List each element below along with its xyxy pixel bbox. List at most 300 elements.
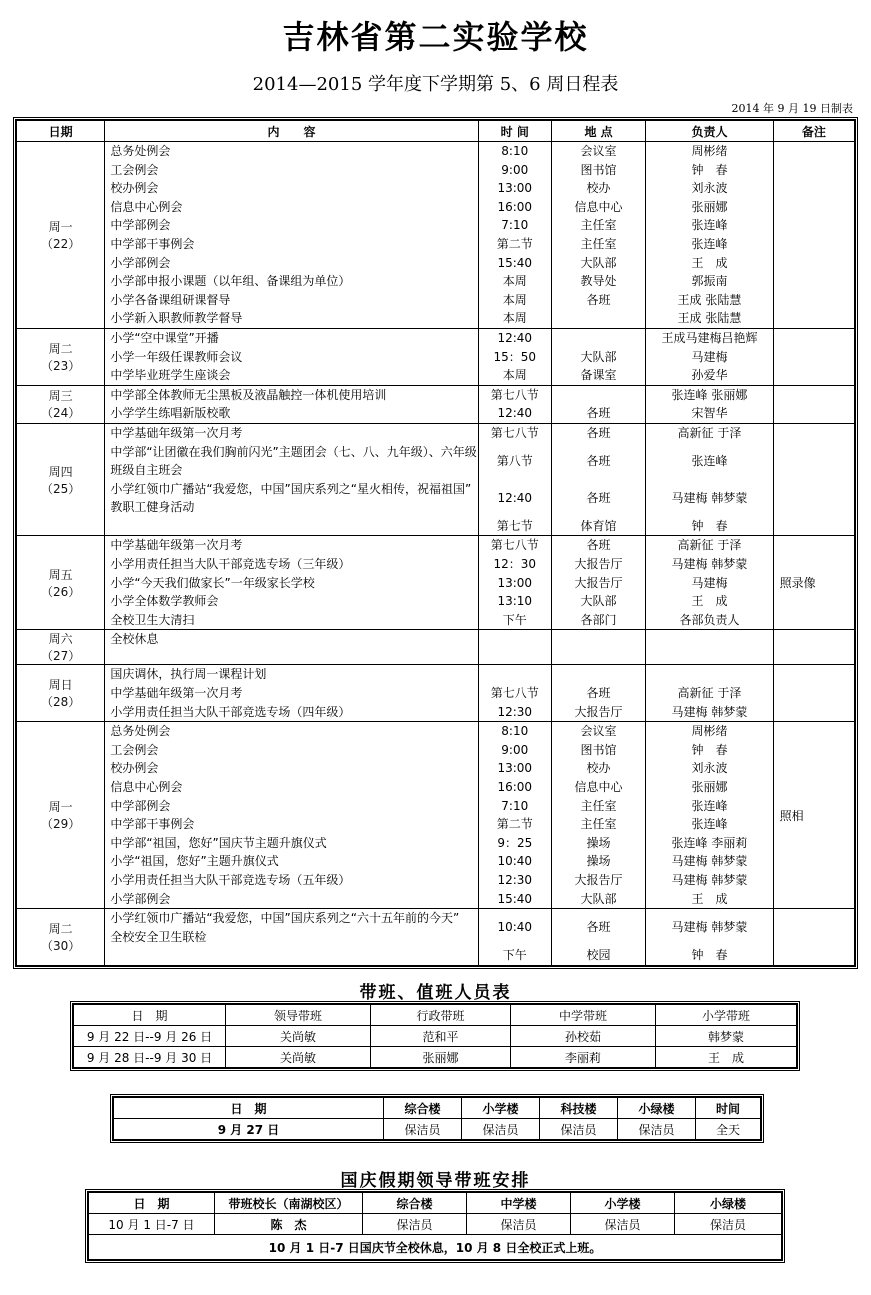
item-content-cell	[105, 423, 478, 536]
item-time-cell	[478, 722, 551, 909]
cleaning-xiaoxue: 保洁员	[462, 1119, 540, 1140]
duty-header-primary: 小学带班	[656, 1005, 797, 1026]
item-person: 钟 春	[691, 742, 728, 757]
item-time: 第七八节	[490, 425, 539, 440]
item-time: 9:00	[501, 742, 529, 757]
item-content: 信息中心例会	[110, 199, 183, 214]
item-time: 15:40	[497, 255, 533, 270]
item-place: 大队部	[580, 349, 617, 364]
item-person: 高新征 于泽	[677, 538, 742, 553]
item-place: 各班	[586, 425, 611, 440]
item-place	[552, 386, 645, 405]
item-place	[552, 630, 645, 649]
item-time-cell	[478, 909, 551, 966]
duty-row	[74, 1026, 797, 1047]
item-content: 中学基础年级第一次月考	[110, 425, 243, 440]
item-person: 郭振南	[691, 274, 728, 289]
item-place-cell	[551, 722, 645, 909]
item-content: 全校卫生大清扫	[110, 612, 195, 627]
header-person: 负责人	[646, 121, 773, 142]
day-row	[17, 142, 855, 329]
day-note: 照录像	[773, 536, 854, 630]
item-person: 马建梅 韩梦蒙	[671, 872, 748, 887]
page-subtitle: 2014—2015 学年度下学期第 5、6 周日程表	[252, 74, 619, 95]
item-place-cell	[551, 630, 645, 665]
day-note: 照相	[773, 722, 854, 909]
item-content-cell	[105, 722, 478, 909]
item-content-cell	[105, 142, 478, 329]
day-date: （27）	[41, 649, 81, 664]
item-person-cell	[646, 909, 773, 966]
item-person: 刘永波	[691, 181, 728, 196]
day-note	[773, 630, 854, 665]
item-content: 校办例会	[110, 761, 159, 776]
duty-primary: 韩梦蒙	[656, 1026, 797, 1047]
item-content-cell	[105, 909, 478, 966]
day-note	[773, 328, 854, 385]
holiday-header-xiaolv: 小绿楼	[675, 1193, 782, 1214]
day-cell	[17, 665, 105, 722]
day-row	[17, 423, 855, 536]
holiday-table-frame	[85, 1189, 785, 1263]
item-content: 中学部例会	[110, 798, 171, 813]
cleaning-xiaolv: 保洁员	[618, 1119, 696, 1140]
item-time: 12:30	[497, 704, 533, 719]
item-person: 周彬绪	[691, 144, 728, 158]
item-place: 备课室	[580, 368, 617, 383]
item-place: 大队部	[580, 891, 617, 906]
item-content: 中学部干事例会	[110, 236, 195, 251]
item-place: 大报告厅	[574, 575, 623, 590]
day-cell	[17, 142, 105, 329]
item-time: 第八节	[496, 453, 533, 468]
day-name: 周二	[48, 341, 73, 356]
item-content: 小学部申报小课题（以年组、备课组为单位）	[110, 274, 351, 289]
item-time-cell	[478, 665, 551, 722]
item-place	[552, 309, 645, 328]
item-content-cell	[105, 328, 478, 385]
item-time: 本周	[502, 368, 527, 383]
item-place: 校办	[586, 181, 611, 196]
item-content: 中学基础年级第一次月考	[110, 538, 243, 553]
duty-middle: 孙校茹	[511, 1026, 656, 1047]
item-content: 信息中心例会	[110, 780, 183, 794]
item-content: 小学“空中课堂”开播	[110, 330, 219, 345]
holiday-title: 国庆假期领导带班安排	[340, 1171, 531, 1191]
header-time: 时 间	[478, 121, 551, 142]
item-time: 7:10	[501, 218, 529, 233]
item-content: 中学部“祖国，您好”国庆节主题升旗仪式	[110, 835, 327, 850]
item-time: 本周	[502, 311, 527, 326]
item-time: 12：30	[493, 557, 537, 572]
item-place-cell	[551, 328, 645, 385]
item-place-cell	[551, 536, 645, 630]
item-content: 中学部全体教师无尘黑板及液晶触控一体机使用培训	[110, 387, 387, 402]
item-time: 8:10	[501, 144, 529, 158]
day-name: 周二	[48, 922, 73, 937]
item-time: 13:00	[497, 761, 533, 776]
day-name: 周一	[48, 800, 73, 815]
day-note	[773, 665, 854, 722]
cleaning-header-zonghe: 综合楼	[384, 1098, 462, 1119]
item-time: 13:00	[497, 181, 533, 196]
item-content: 小学用责任担当大队干部竞选专场（五年级）	[110, 872, 351, 887]
item-time: 下午	[502, 948, 527, 963]
holiday-zhongxue: 保洁员	[467, 1214, 571, 1235]
day-row	[17, 536, 855, 630]
item-person: 王成 张陆慧	[677, 311, 742, 326]
item-time-cell	[478, 142, 551, 329]
item-person-cell	[646, 536, 773, 630]
item-content: 中学基础年级第一次月考	[110, 686, 243, 701]
item-place: 主任室	[580, 218, 617, 233]
item-content: 工会例会	[110, 162, 159, 177]
item-time: 第七节	[496, 518, 533, 533]
cleaning-date: 9 月 27 日	[114, 1119, 384, 1140]
item-content: 小学部例会	[110, 891, 171, 906]
item-person: 高新征 于泽	[677, 686, 742, 701]
duty-date: 9 月 22 日--9 月 26 日	[74, 1026, 226, 1047]
day-cell	[17, 328, 105, 385]
item-person: 马建梅 韩梦蒙	[671, 704, 748, 719]
item-person: 马建梅	[691, 575, 728, 590]
cleaning-header-keji: 科技楼	[540, 1098, 618, 1119]
item-person: 张连峰	[691, 218, 728, 233]
item-person: 张连峰 李丽莉	[671, 835, 748, 850]
day-date: （22）	[41, 236, 81, 251]
item-time	[479, 630, 551, 649]
item-time: 下午	[502, 612, 527, 627]
item-place: 教导处	[580, 274, 617, 289]
item-time-cell	[478, 328, 551, 385]
day-name: 周四	[48, 464, 73, 479]
cleaning-header-date: 日 期	[114, 1098, 384, 1119]
duty-admin: 范和平	[371, 1026, 511, 1047]
item-content: 小学全体数学教师会	[110, 594, 219, 609]
day-row	[17, 328, 855, 385]
item-place: 大报告厅	[574, 872, 623, 887]
item-time: 10:40	[497, 920, 533, 935]
item-person-cell	[646, 630, 773, 665]
item-person-cell	[646, 385, 773, 423]
duty-header-leader: 领导带班	[226, 1005, 371, 1026]
item-content: 小学新入职教师教学督导	[110, 311, 243, 326]
item-content: 工会例会	[110, 742, 159, 757]
item-time: 16:00	[497, 780, 533, 794]
item-time: 10:40	[497, 854, 533, 869]
item-person: 马建梅 韩梦蒙	[671, 490, 748, 505]
item-content: 中学毕业班学生座谈会	[110, 368, 231, 383]
day-note	[773, 142, 854, 329]
cleaning-header-row	[114, 1098, 761, 1119]
item-time: 7:10	[501, 798, 529, 813]
item-place: 各班	[586, 686, 611, 701]
item-place: 各班	[586, 538, 611, 553]
cleaning-header-xiaolv: 小绿楼	[618, 1098, 696, 1119]
duty-table	[73, 1004, 797, 1068]
item-place-cell	[551, 909, 645, 966]
item-time: 12:30	[497, 872, 533, 887]
holiday-header-xiaoxue: 小学楼	[571, 1193, 675, 1214]
day-date: （29）	[41, 817, 81, 832]
item-content: 小学部例会	[110, 255, 171, 270]
item-place: 各班	[586, 490, 611, 505]
item-person: 张连峰	[691, 453, 728, 468]
item-place-cell	[551, 665, 645, 722]
item-person: 宋智华	[691, 406, 728, 421]
item-content: 小学“今天我们做家长”一年级家长学校	[110, 575, 315, 590]
item-time: 9：25	[497, 835, 533, 850]
item-person-cell	[646, 423, 773, 536]
holiday-xiaoxue: 保洁员	[571, 1214, 675, 1235]
item-time: 12:40	[497, 490, 533, 505]
item-time: 本周	[502, 292, 527, 307]
day-name: 周一	[48, 219, 73, 234]
item-content: 中学部“让团徽在我们胸前闪光”主题团会（七、八、九年级）、六年级班级自主班会	[110, 444, 477, 478]
item-place: 体育馆	[580, 518, 617, 533]
item-time: 16:00	[497, 199, 533, 214]
duty-primary: 王 成	[656, 1047, 797, 1068]
item-time-cell	[478, 423, 551, 536]
holiday-header-row	[89, 1193, 782, 1214]
item-place: 校办	[586, 761, 611, 776]
item-place: 操场	[586, 854, 611, 869]
item-place: 信息中心	[574, 199, 623, 214]
day-cell	[17, 385, 105, 423]
day-note	[773, 909, 854, 966]
duty-header-row	[74, 1005, 797, 1026]
holiday-row	[89, 1214, 782, 1235]
item-place: 各班	[586, 920, 611, 935]
item-person: 张连峰 张丽娜	[671, 387, 748, 402]
holiday-note: 10 月 1 日-7 日国庆节全校休息，10 月 8 日全校正式上班。	[89, 1235, 782, 1260]
item-time: 第二节	[496, 817, 533, 832]
duty-leader: 关尚敏	[226, 1026, 371, 1047]
item-person: 刘永波	[691, 761, 728, 776]
day-row	[17, 665, 855, 722]
item-person: 钟 春	[691, 162, 728, 177]
cleaning-header-xiaoxue: 小学楼	[462, 1098, 540, 1119]
item-person: 钟 春	[691, 948, 728, 963]
item-time: 第二节	[496, 236, 533, 251]
item-content: 小学用责任担当大队干部竞选专场（三年级）	[110, 557, 351, 572]
item-content: 全校休息	[110, 632, 159, 647]
day-note	[773, 423, 854, 536]
item-place-cell	[551, 423, 645, 536]
item-time: 12:40	[497, 406, 533, 421]
item-person: 高新征 于泽	[677, 425, 742, 440]
item-person: 马建梅 韩梦蒙	[671, 854, 748, 869]
cleaning-table	[113, 1097, 761, 1140]
item-person: 马建梅 韩梦蒙	[671, 557, 748, 572]
item-person: 张连峰	[691, 817, 728, 832]
item-time: 12:40	[497, 330, 533, 345]
duty-table-frame	[70, 1001, 800, 1071]
item-time: 第七八节	[490, 686, 539, 701]
day-cell	[17, 423, 105, 536]
item-time: 13:10	[497, 594, 533, 609]
day-name: 周五	[48, 567, 73, 582]
item-content-cell	[105, 630, 478, 665]
holiday-principal: 陈 杰	[215, 1214, 363, 1235]
day-row	[17, 630, 855, 665]
page-title: 吉林省第二实验学校	[282, 18, 589, 56]
item-person-cell	[646, 328, 773, 385]
item-content: 中学部干事例会	[110, 817, 195, 832]
item-place: 大报告厅	[574, 704, 623, 719]
schedule-table-frame	[13, 117, 858, 969]
day-name: 周六	[48, 632, 73, 647]
item-place: 校园	[586, 948, 611, 963]
schedule-body	[17, 142, 855, 966]
day-cell	[17, 722, 105, 909]
cleaning-table-frame	[110, 1094, 764, 1143]
item-content: 教职工健身活动	[110, 500, 195, 515]
item-place	[552, 665, 645, 684]
item-time-cell	[478, 385, 551, 423]
item-place: 大队部	[580, 594, 617, 609]
item-content-cell	[105, 536, 478, 630]
item-person: 孙爱华	[691, 368, 728, 383]
day-date: （23）	[41, 358, 81, 373]
holiday-table	[88, 1192, 782, 1260]
cleaning-time: 全天	[696, 1119, 761, 1140]
day-row	[17, 909, 855, 966]
holiday-date: 10 月 1 日-7 日	[89, 1214, 215, 1235]
item-content: 中学部例会	[110, 218, 171, 233]
item-person: 钟 春	[691, 518, 728, 533]
item-content: 小学用责任担当大队干部竞选专场（四年级）	[110, 704, 351, 719]
item-place: 各班	[586, 406, 611, 421]
item-place: 图书馆	[580, 162, 617, 177]
item-place: 会议室	[580, 724, 617, 739]
item-person-cell	[646, 142, 773, 329]
header-date: 日期	[17, 121, 105, 142]
item-person: 张连峰	[691, 236, 728, 251]
item-time: 9:00	[501, 162, 529, 177]
day-date: （24）	[41, 406, 81, 421]
day-note	[773, 385, 854, 423]
item-person	[646, 665, 772, 684]
item-time-cell	[478, 630, 551, 665]
duty-header-middle: 中学带班	[511, 1005, 656, 1026]
item-content: 小学学生练唱新版校歌	[110, 406, 231, 421]
duty-leader: 关尚敏	[226, 1047, 371, 1068]
item-person-cell	[646, 722, 773, 909]
item-time: 13:00	[497, 575, 533, 590]
item-content: 国庆调休，执行周一课程计划	[110, 667, 267, 682]
item-content: 小学红领巾广播站“我爱您，中国”国庆系列之“星火相传，祝福祖国”	[110, 481, 472, 496]
duty-date: 9 月 28 日--9 月 30 日	[74, 1047, 226, 1068]
day-cell	[17, 630, 105, 665]
item-content: 小学各备课组研课督导	[110, 292, 231, 307]
made-date: 2014 年 9 月 19 日制表	[731, 102, 853, 115]
item-person: 王 成	[691, 255, 728, 270]
item-place: 主任室	[580, 236, 617, 251]
holiday-header-principal: 带班校长（南湖校区）	[215, 1193, 363, 1214]
item-time: 第七八节	[490, 387, 539, 402]
cleaning-zonghe: 保洁员	[384, 1119, 462, 1140]
day-cell	[17, 909, 105, 966]
day-name: 周日	[48, 678, 73, 693]
item-place-cell	[551, 142, 645, 329]
item-place: 大队部	[580, 255, 617, 270]
holiday-header-date: 日 期	[89, 1193, 215, 1214]
holiday-header-zonghe: 综合楼	[363, 1193, 467, 1214]
duty-title: 带班、值班人员表	[359, 983, 512, 1003]
item-content-cell	[105, 385, 478, 423]
item-place	[552, 329, 645, 348]
item-person: 王 成	[691, 891, 728, 906]
item-time-cell	[478, 536, 551, 630]
duty-middle: 李丽莉	[511, 1047, 656, 1068]
item-person	[646, 630, 772, 649]
header-note: 备注	[773, 121, 854, 142]
item-place: 信息中心	[574, 780, 623, 794]
item-person: 王成马建梅吕艳辉	[661, 330, 758, 345]
item-content: 小学红领巾广播站“我爱您，中国”国庆系列之“六十五年前的今天”	[110, 911, 460, 926]
item-content: 总务处例会	[110, 144, 171, 158]
item-place: 各班	[586, 292, 611, 307]
item-person: 马建梅	[691, 349, 728, 364]
item-time: 15：50	[493, 349, 537, 364]
item-person: 马建梅 韩梦蒙	[671, 920, 748, 935]
day-date: （25）	[41, 481, 81, 496]
item-place: 各部门	[580, 612, 617, 627]
item-place: 主任室	[580, 817, 617, 832]
item-time	[479, 665, 551, 684]
day-row	[17, 385, 855, 423]
item-place: 图书馆	[580, 742, 617, 757]
item-person-cell	[646, 665, 773, 722]
duty-admin: 张丽娜	[371, 1047, 511, 1068]
day-date: （28）	[41, 695, 81, 710]
item-place: 主任室	[580, 798, 617, 813]
item-person: 王 成	[691, 594, 728, 609]
holiday-xiaolv: 保洁员	[675, 1214, 782, 1235]
item-person: 张连峰	[691, 798, 728, 813]
holiday-zonghe: 保洁员	[363, 1214, 467, 1235]
cleaning-keji: 保洁员	[540, 1119, 618, 1140]
item-content: 总务处例会	[110, 724, 171, 739]
header-content: 内 容	[105, 121, 478, 142]
holiday-note-row	[89, 1235, 782, 1260]
item-person: 王成 张陆慧	[677, 292, 742, 307]
day-name: 周三	[48, 389, 73, 404]
cleaning-header-time: 时间	[696, 1098, 761, 1119]
item-place: 操场	[586, 835, 611, 850]
schedule-header-row	[17, 121, 855, 142]
item-place: 各班	[586, 453, 611, 468]
header-place: 地 点	[551, 121, 645, 142]
item-place-cell	[551, 385, 645, 423]
holiday-header-zhongxue: 中学楼	[467, 1193, 571, 1214]
item-time: 本周	[502, 274, 527, 289]
item-content: 全校安全卫生联检	[110, 929, 207, 944]
item-content: 校办例会	[110, 181, 159, 196]
item-content: 小学“祖国，您好”主题升旗仪式	[110, 854, 279, 869]
item-person: 张丽娜	[691, 780, 728, 794]
duty-row	[74, 1047, 797, 1068]
day-date: （26）	[41, 584, 81, 599]
day-row	[17, 722, 855, 909]
day-cell	[17, 536, 105, 630]
item-person: 周彬绪	[691, 724, 728, 739]
item-content-cell	[105, 665, 478, 722]
item-person: 张丽娜	[691, 199, 728, 214]
item-person: 各部负责人	[679, 612, 740, 627]
duty-header-date: 日 期	[74, 1005, 226, 1026]
